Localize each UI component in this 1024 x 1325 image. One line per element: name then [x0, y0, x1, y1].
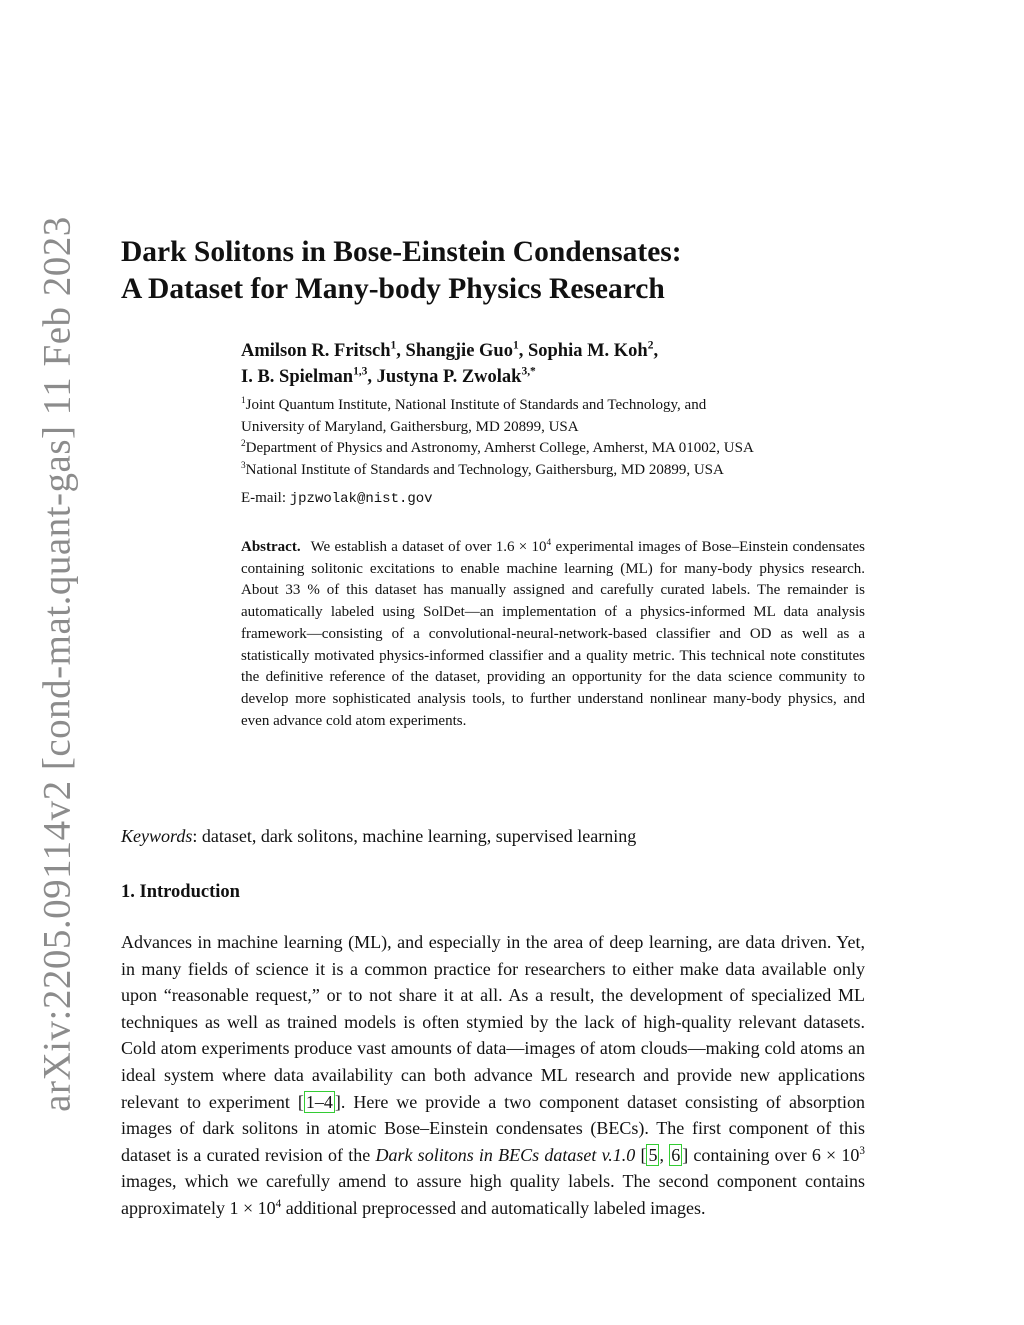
intro-text: additional preprocessed and automatically labeled images.: [281, 1197, 706, 1218]
intro-text: images, which we carefully amend to assure high quality labels. The second component contains approximately 1 × 10: [121, 1171, 865, 1218]
author-name: Shangjie Guo: [405, 341, 513, 361]
intro-text: containing over 6 × 10: [688, 1144, 860, 1165]
author-line-2: I. B. Spielman$^{1,3}$, Justyna P. Zwolak$^{3,*}$: [241, 365, 536, 387]
author-name: Sophia M. Koh: [527, 341, 648, 361]
affiliation-line: [241, 438, 881, 460]
arxiv-identifier-stamp: arXiv:2205.09114v2 [cond-mat.quant-gas] 11 Feb 2023: [35, 216, 79, 1112]
introduction-paragraph: Advances in machine learning (ML), and especially in the area of deep learning, are data driven. Yet, in many fields of science it is a common practice for researchers to either make data available only upon “reasonable request,” or to not share it at all. As a result, the development of specialized ML techniques as well as trained models is often stymied by the lack of high-quality relevant datasets. Cold atom experiments produce vast amounts of data—images of atom clouds—making cold atoms an ideal system where data availability can both advance ML research and provide new applications relevant to experiment [ 1–4 ]. Here we provide a two component dataset consisting of absorption images of dark solitons in atomic Bose–Einstein condensates (BECs). The first component of this dataset is a curated revision of the Dark solitons in BECs dataset v.1.0 [ 5 , 6 ] containing over $6 \times 10^3$ images, which we carefully amend to assure high quality labels. The second component contains approximately $1 \times 10^4$ additional preprocessed and automatically labeled images.: [121, 932, 865, 1218]
author-affiliation-mark: 2: [647, 339, 654, 352]
abstract-text-part1: We establish a dataset of over 1.6 × 10: [310, 539, 547, 555]
abstract-label: Abstract.: [241, 539, 301, 555]
author-affiliation-mark: 3,*: [521, 365, 536, 378]
affiliation-mark: 1: [241, 395, 246, 406]
affiliations: [241, 395, 881, 481]
email-label: E-mail:: [241, 490, 286, 506]
title-line-2: A Dataset for Many-body Physics Research: [121, 273, 665, 305]
intro-exponent: 3: [859, 1144, 865, 1157]
citation-link[interactable]: 1–4: [305, 1091, 333, 1112]
abstract-exponent: 4: [546, 537, 552, 548]
author-line-1: Amilson R. Fritsch$^1$, Shangjie Guo$^1$, Sophia M. Koh$^2$,: [241, 339, 659, 361]
affiliation-text: Department of Physics and Astronomy, Amherst College, Amherst, MA 01002, USA: [245, 440, 754, 456]
citation-link[interactable]: 6: [671, 1144, 681, 1165]
section-heading-introduction: 1. Introduction: [121, 882, 240, 902]
intro-text: . Here we provide a two component dataset consisting of absorption images of dark solitons in atomic Bose–Einstein condensates (BECs). The first component of this dataset is a curated revision of the: [121, 1091, 865, 1165]
affiliation-line: [241, 395, 881, 417]
contact-email: [241, 490, 433, 507]
author-list: [241, 338, 881, 390]
citation-link[interactable]: 5: [648, 1144, 658, 1165]
abstract: [241, 537, 865, 732]
affiliation-mark: 3: [241, 460, 246, 471]
affiliation-text: Joint Quantum Institute, National Institute of Standards and Technology, and: [245, 397, 707, 413]
author-name: Amilson R. Fritsch: [241, 341, 391, 361]
abstract-text-part2: experimental images of Bose–Einstein condensates containing solitonic excitations to enable machine learning (ML) for many-body physics research. About 33 % of this dataset has manually assigned and carefully curated labels. The remainder is automatically labeled using SolDet—an implementation of a physics-informed ML data analysis framework—consisting of a convolutional-neural-network-based classifier and OD as well as a statistically motivated physics-informed classifier and a quality metric. This technical note constitutes the definitive reference of the dataset, providing an opportunity for the data science community to develop more sophisticated analysis tools, to further understand nonlinear many-body physics, and even advance cold atom experiments.: [241, 539, 865, 729]
affiliation-text: University of Maryland, Gaithersburg, MD 20899, USA: [241, 418, 579, 435]
affiliation-line: [241, 460, 881, 482]
affiliation-line: [241, 417, 881, 439]
paper-title: [121, 234, 881, 308]
affiliation-text: National Institute of Standards and Technology, Gaithersburg, MD 20899, USA: [245, 461, 724, 478]
author-name: Justyna P. Zwolak: [376, 367, 522, 387]
author-affiliation-mark: 1: [512, 339, 519, 352]
author-name: I. B. Spielman: [241, 367, 354, 387]
author-affiliation-mark: 1,3: [353, 365, 368, 378]
author-affiliation-mark: 1: [390, 339, 397, 352]
dataset-name: Dark solitons in BECs dataset v.1.0: [375, 1144, 636, 1165]
email-address: jpzwolak@nist.gov: [289, 491, 433, 507]
keywords-text: : dataset, dark solitons, machine learning, supervised learning: [192, 826, 637, 846]
affiliation-mark: 2: [241, 438, 246, 449]
keywords: [121, 826, 636, 847]
intro-exponent: 4: [275, 1197, 282, 1210]
title-line-1: Dark Solitons in Bose-Einstein Condensates:: [121, 236, 682, 268]
intro-text: Advances in machine learning (ML), and especially in the area of deep learning, are data driven. Yet, in many fields of science it is a common practice for researchers to either make data available only upon “reasonable request,” or to not share it at all. As a result, the development of specialized ML techniques as well as trained models is often stymied by the lack of high-quality relevant datasets. Cold atom experiments produce vast amounts of data—images of atom clouds—making cold atoms an ideal system where data availability can both advance ML research and provide new applications relevant to experiment: [121, 932, 865, 1112]
keywords-label: Keywords: [121, 826, 193, 846]
